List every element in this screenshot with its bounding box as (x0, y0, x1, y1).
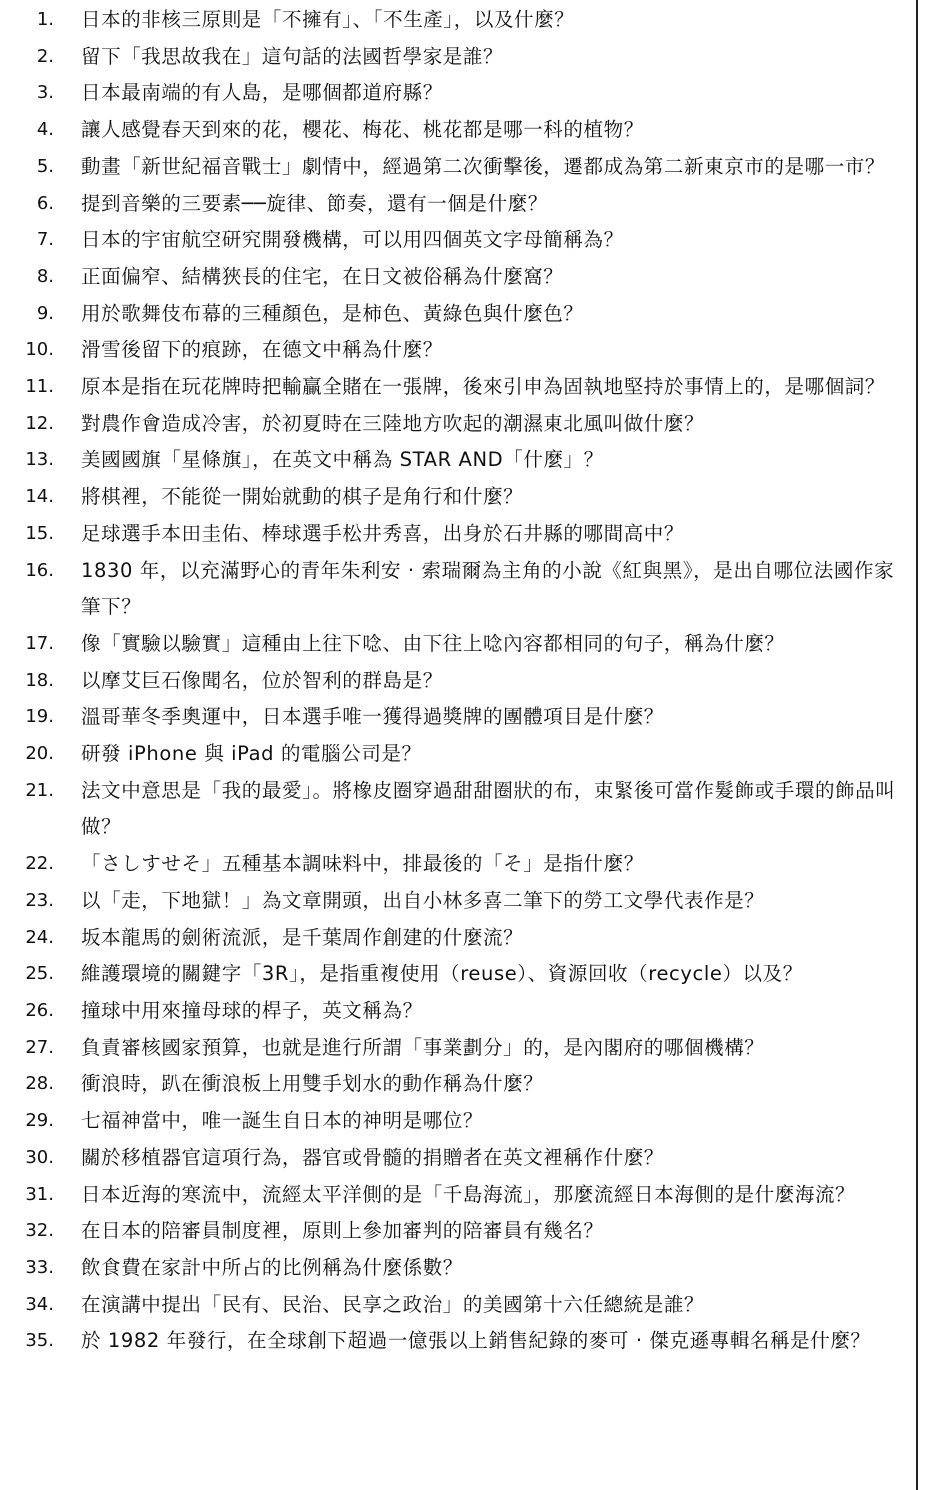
question-number: 19. (25, 706, 54, 728)
question-item (0, 1213, 914, 1250)
question-number: 29. (25, 1110, 54, 1132)
question-number: 30. (25, 1146, 54, 1168)
question-text: 日本的宇宙航空研究開發機構，可以用四個英文字母簡稱為？ (81, 228, 624, 252)
question-number: 2. (36, 45, 54, 67)
question-number: 25. (25, 963, 54, 985)
question-item (0, 1323, 914, 1360)
question-text: 以摩艾巨石像聞名，位於智利的群島是？ (81, 668, 443, 692)
question-number: 7. (36, 229, 54, 251)
question-text: 於 1982 年發行，在全球創下超過一億張以上銷售紀錄的麥可 ‧ 傑克遜專輯名稱是什麼？ (81, 1329, 871, 1353)
question-text: 用於歌舞伎布幕的三種顏色，是柿色、黃綠色與什麼色？ (81, 301, 584, 325)
question-text: 滑雪後留下的痕跡，在德文中稱為什麼？ (81, 338, 443, 362)
question-number: 9. (36, 302, 54, 324)
question-text: 美國國旗「星條旗」，在英文中稱為 STAR AND「什麼」？ (81, 448, 604, 472)
question-item (0, 920, 914, 957)
question-item (0, 149, 914, 186)
question-text: 飲食費在家計中所占的比例稱為什麼係數？ (81, 1255, 463, 1279)
question-item (0, 1140, 914, 1177)
question-list (0, 2, 914, 1360)
question-number: 3. (36, 82, 54, 104)
question-item (0, 259, 914, 296)
question-text: 對農作會造成冷害，於初夏時在三陸地方吹起的潮濕東北風叫做什麼？ (81, 411, 705, 435)
question-item (0, 663, 914, 700)
question-number: 8. (36, 265, 54, 287)
question-item (0, 369, 914, 406)
question-number: 13. (25, 449, 54, 471)
question-text: 動畫「新世紀福音戰士」劇情中，經過第二次衝擊後，遷都成為第二新東京市的是哪一市？ (81, 154, 886, 178)
question-text: 「さしすせそ」五種基本調味料中，排最後的「そ」是指什麼？ (81, 852, 644, 876)
question-text: 撞球中用來撞母球的桿子，英文稱為？ (81, 998, 423, 1022)
question-item (0, 406, 914, 443)
question-text: 以「走，下地獄！」為文章開頭，出自小林多喜二筆下的勞工文學代表作是？ (81, 888, 765, 912)
question-text: 讓人感覺春天到來的花，櫻花、梅花、桃花都是哪一科的植物？ (81, 118, 644, 142)
question-text: 足球選手本田圭佑、棒球選手松井秀喜，出身於石井縣的哪間高中？ (81, 521, 685, 545)
question-item (0, 1030, 914, 1067)
question-number: 6. (36, 192, 54, 214)
question-item (0, 626, 914, 663)
question-text: 在日本的陪審員制度裡，原則上參加審判的陪審員有幾名？ (81, 1219, 604, 1243)
question-text: 將棋裡，不能從一開始就動的棋子是角行和什麼？ (81, 485, 524, 509)
question-item (0, 2, 914, 39)
question-number: 34. (25, 1293, 54, 1315)
question-item (0, 222, 914, 259)
question-item (0, 1250, 914, 1287)
question-text: 日本最南端的有人島，是哪個都道府縣？ (81, 81, 443, 105)
question-item (0, 846, 914, 883)
question-number: 1. (36, 9, 54, 30)
question-number: 31. (25, 1183, 54, 1205)
question-text: 維護環境的關鍵字「3R」，是指重複使用（reuse）、資源回收（recycle）以及？ (81, 962, 803, 986)
question-item (0, 1103, 914, 1140)
question-number: 22. (25, 853, 54, 875)
question-number: 11. (25, 376, 54, 398)
question-text: 1830 年，以充滿野心的青年朱利安 ‧ 索瑞爾為主角的小說《紅與黑》，是出自哪位法國作家筆下？ (81, 558, 895, 619)
question-item (0, 332, 914, 369)
question-number: 12. (25, 412, 54, 434)
question-item (0, 296, 914, 333)
question-number: 10. (25, 339, 54, 361)
question-number: 28. (25, 1073, 54, 1095)
question-number: 14. (25, 486, 54, 508)
question-number: 32. (25, 1220, 54, 1242)
question-number: 18. (25, 669, 54, 691)
question-number: 24. (25, 926, 54, 948)
question-item (0, 112, 914, 149)
question-number: 17. (25, 632, 54, 654)
question-item (0, 993, 914, 1030)
question-item (0, 186, 914, 223)
question-item (0, 516, 914, 553)
question-item (0, 75, 914, 112)
question-text: 研發 iPhone 與 iPad 的電腦公司是？ (81, 742, 422, 766)
question-text: 像「實驗以驗實」這種由上往下唸、由下往上唸內容都相同的句子，稱為什麼？ (81, 631, 785, 655)
question-number: 16. (25, 559, 54, 581)
question-item (0, 773, 914, 846)
question-item (0, 956, 914, 993)
question-item (0, 553, 914, 626)
question-text: 負責審核國家預算，也就是進行所謂「事業劃分」的，是內閣府的哪個機構？ (81, 1035, 765, 1059)
question-number: 4. (36, 119, 54, 141)
question-item (0, 883, 914, 920)
question-number: 21. (25, 779, 54, 801)
question-text: 關於移植器官這項行為，器官或骨髓的捐贈者在英文裡稱作什麼？ (81, 1145, 664, 1169)
question-number: 15. (25, 522, 54, 544)
question-number: 27. (25, 1036, 54, 1058)
question-number: 23. (25, 889, 54, 911)
question-number: 20. (25, 743, 54, 765)
question-text: 日本的非核三原則是「不擁有」、「不生產」，以及什麼？ (81, 8, 575, 31)
question-number: 35. (25, 1330, 54, 1352)
question-item (0, 39, 914, 76)
question-item (0, 1177, 914, 1214)
question-item (0, 699, 914, 736)
question-text: 衝浪時，趴在衝浪板上用雙手划水的動作稱為什麼？ (81, 1072, 544, 1096)
question-item (0, 479, 914, 516)
right-border-line (916, 0, 918, 1490)
question-text: 原本是指在玩花牌時把輸贏全賭在一張牌，後來引申為固執地堅持於事情上的，是哪個詞？ (81, 375, 886, 399)
question-text: 在演講中提出「民有、民治、民享之政治」的美國第十六任總統是誰？ (81, 1292, 705, 1316)
question-item (0, 442, 914, 479)
question-text: 日本近海的寒流中，流經太平洋側的是「千島海流」，那麼流經日本海側的是什麼海流？ (81, 1182, 856, 1206)
question-text: 溫哥華冬季奧運中，日本選手唯一獲得過獎牌的團體項目是什麼？ (81, 705, 664, 729)
question-text: 提到音樂的三要素──旋律、節奏，還有一個是什麼？ (81, 191, 548, 215)
question-text: 留下「我思故我在」這句話的法國哲學家是誰？ (81, 44, 504, 68)
question-text: 七福神當中，唯一誕生自日本的神明是哪位？ (81, 1109, 484, 1133)
question-text: 正面偏窄、結構狹長的住宅，在日文被俗稱為什麼窩？ (81, 264, 564, 288)
question-item (0, 1287, 914, 1324)
question-number: 33. (25, 1256, 54, 1278)
question-item (0, 1066, 914, 1103)
question-number: 26. (25, 999, 54, 1021)
question-item (0, 736, 914, 773)
question-text: 坂本龍馬的劍術流派，是千葉周作創建的什麼流？ (81, 925, 524, 949)
question-number: 5. (36, 155, 54, 177)
question-text: 法文中意思是「我的最愛」。將橡皮圈穿過甜甜圈狀的布，束緊後可當作髮飾或手環的飾品叫做？ (81, 778, 896, 839)
